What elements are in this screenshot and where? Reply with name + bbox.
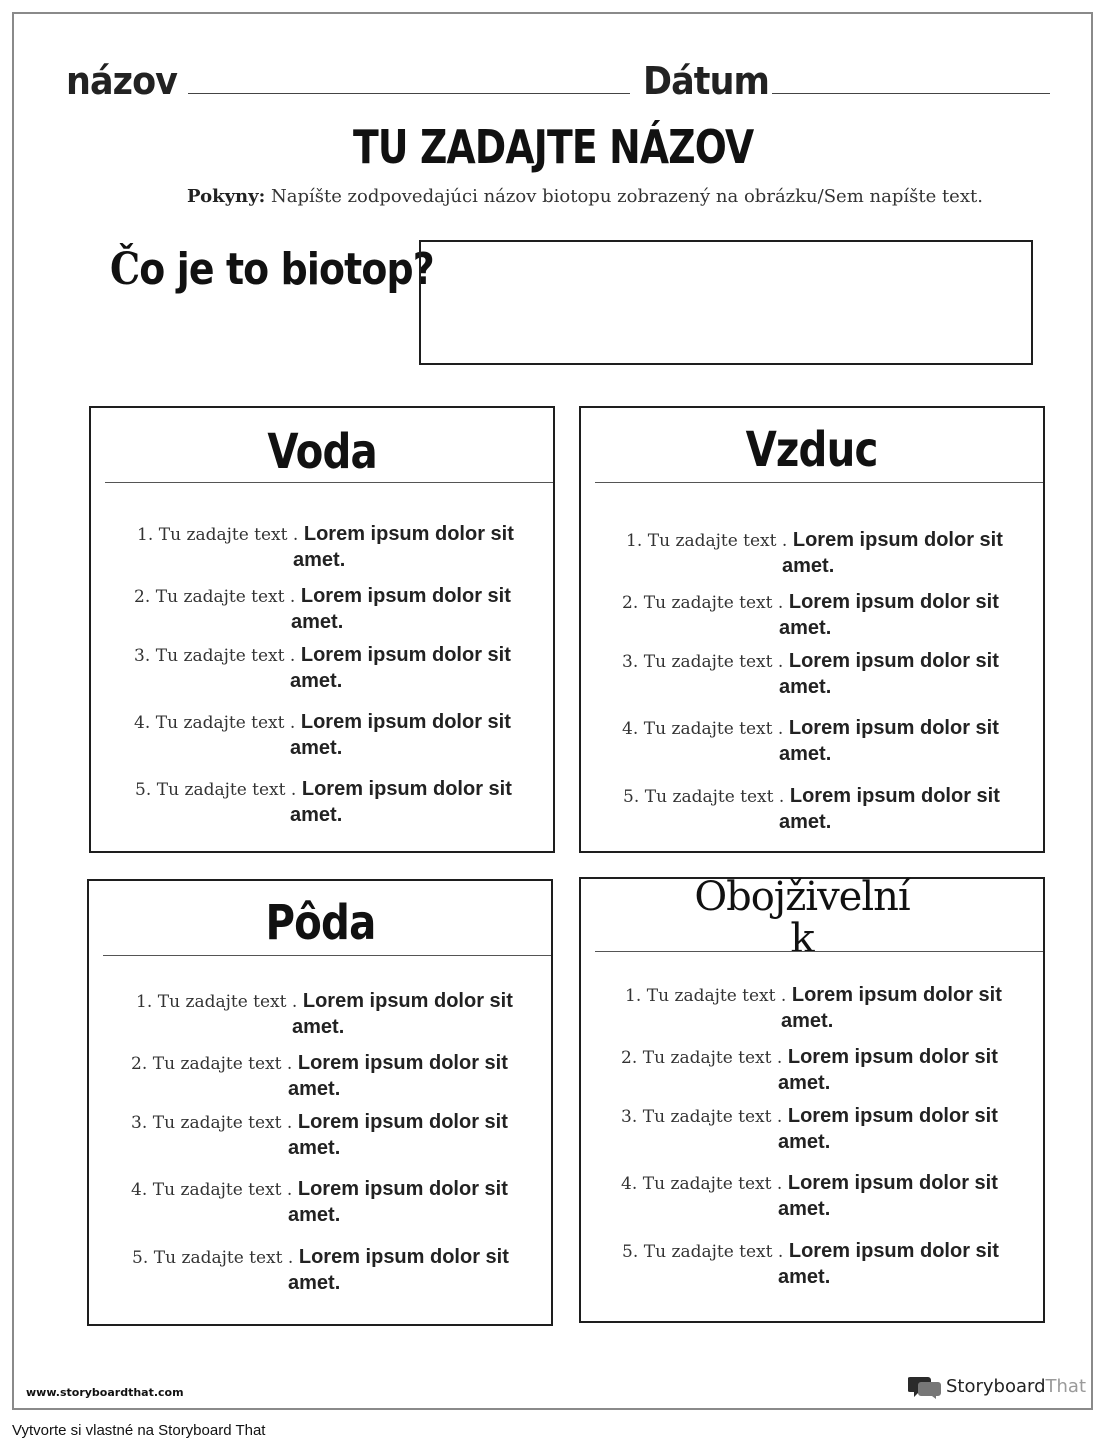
question-label: Čo je to biotop? (110, 244, 434, 295)
list-item[interactable]: 5. Tu zadajte text . Lorem ipsum dolor sit amet. (623, 785, 1000, 833)
date-line[interactable] (772, 93, 1050, 94)
date-label: Dátum (643, 59, 770, 103)
instructions-label: Pokyny: (187, 186, 266, 207)
list-item[interactable]: 4. Tu zadajte text . Lorem ipsum dolor sit amet. (131, 1178, 508, 1226)
list-item[interactable]: 3. Tu zadajte text . Lorem ipsum dolor sit amet. (621, 1105, 998, 1153)
list-item[interactable]: 5. Tu zadajte text . Lorem ipsum dolor sit amet. (135, 778, 512, 826)
panel-poda (87, 879, 553, 1326)
create-your-own-link[interactable]: Vytvorte si vlastné na Storyboard That (12, 1422, 266, 1439)
list-item[interactable]: 5. Tu zadajte text . Lorem ipsum dolor sit amet. (132, 1246, 509, 1294)
panel-title: Voda (267, 424, 377, 480)
list-item[interactable]: 4. Tu zadajte text . Lorem ipsum dolor sit amet. (621, 1172, 998, 1220)
answer-box[interactable] (419, 240, 1033, 365)
name-label: názov (66, 59, 178, 103)
storyboardthat-logo[interactable] (908, 1373, 1086, 1399)
list-item[interactable]: 5. Tu zadajte text . Lorem ipsum dolor sit amet. (622, 1240, 999, 1288)
instructions (0, 186, 1107, 207)
list-item[interactable]: 1. Tu zadajte text . Lorem ipsum dolor sit amet. (626, 529, 1003, 577)
panel-obojzivelnik (579, 874, 1045, 1323)
speech-bubbles-icon (908, 1373, 942, 1399)
panel-vzduc (579, 406, 1045, 853)
list-item[interactable]: 4. Tu zadajte text . Lorem ipsum dolor sit amet. (622, 717, 999, 765)
list-item[interactable]: 2. Tu zadajte text . Lorem ipsum dolor sit amet. (621, 1046, 998, 1094)
panel-rule (595, 951, 1043, 952)
panel-rule (103, 955, 551, 956)
list-item[interactable]: 3. Tu zadajte text . Lorem ipsum dolor sit amet. (622, 650, 999, 698)
list-item[interactable]: 2. Tu zadajte text . Lorem ipsum dolor sit amet. (131, 1052, 508, 1100)
panel-title: Vzduc (746, 422, 878, 478)
panel-rule (105, 482, 553, 483)
worksheet-title: TU ZADAJTE NÁZOV (353, 120, 754, 174)
footer-url[interactable]: www.storyboardthat.com (26, 1386, 184, 1399)
list-item[interactable]: 2. Tu zadajte text . Lorem ipsum dolor sit amet. (622, 591, 999, 639)
list-item[interactable]: 3. Tu zadajte text . Lorem ipsum dolor sit amet. (134, 644, 511, 692)
panel-title: Pôda (265, 895, 375, 951)
name-line[interactable] (188, 93, 630, 94)
panel-rule (595, 482, 1043, 483)
panel-voda (89, 406, 555, 853)
list-item[interactable]: 3. Tu zadajte text . Lorem ipsum dolor sit amet. (131, 1111, 508, 1159)
list-item[interactable]: 1. Tu zadajte text . Lorem ipsum dolor sit amet. (137, 523, 514, 571)
logo-text-main: Storyboard (946, 1375, 1046, 1397)
list-item[interactable]: 2. Tu zadajte text . Lorem ipsum dolor sit amet. (134, 585, 511, 633)
list-item[interactable]: 1. Tu zadajte text . Lorem ipsum dolor sit amet. (625, 984, 1002, 1032)
list-item[interactable]: 1. Tu zadajte text . Lorem ipsum dolor sit amet. (136, 990, 513, 1038)
panel-title: Obojživelní k (694, 874, 910, 962)
logo-text-that: That (1045, 1375, 1087, 1397)
instructions-text: Napíšte zodpovedajúci názov biotopu zobrazený na obrázku/Sem napíšte text. (265, 186, 983, 207)
list-item[interactable]: 4. Tu zadajte text . Lorem ipsum dolor sit amet. (134, 711, 511, 759)
